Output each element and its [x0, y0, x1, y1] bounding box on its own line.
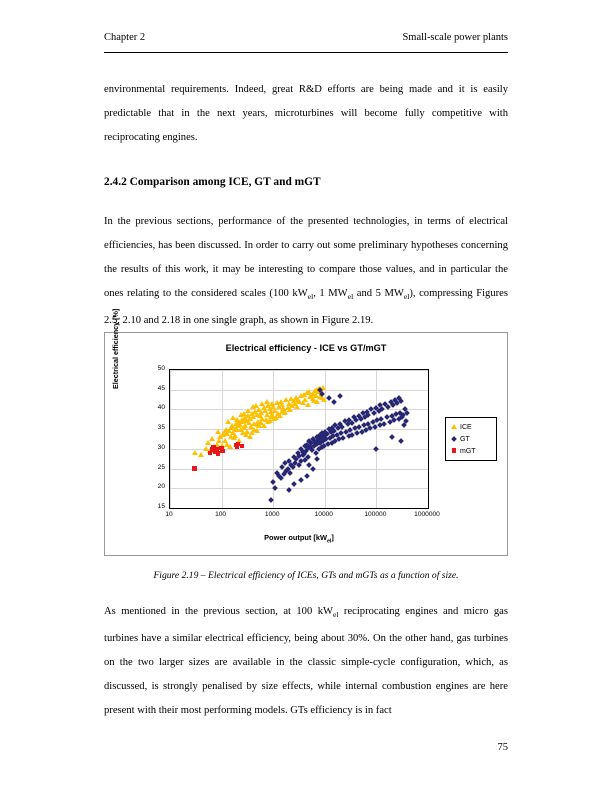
page-content — [104, 78, 508, 333]
chart-gridline-horizontal — [170, 409, 428, 410]
chart-container — [104, 308, 508, 556]
chart-x-tick-label: 10 — [165, 511, 173, 518]
header-divider — [104, 52, 508, 53]
paragraph-discussion-part2: reciprocating engines and micro gas turbines have a similar electrical efficiency, being about 30%. On the other hand, gas turbines on the two larger sizes are available in the classic simple-cycle configuration, which, as discussed, is strongly penalised by size effects, while internal combustion engines are here present with their most performing models. GTs efficiency is in fact — [104, 606, 508, 717]
figure-2-19 — [104, 308, 508, 581]
chart-x-tick-label: 1000 — [264, 511, 280, 518]
chart-x-axis-label-end: ] — [331, 533, 334, 542]
legend-label: ICE — [460, 423, 472, 431]
chart-gridline-vertical — [376, 370, 377, 508]
legend-label: GT — [460, 435, 470, 443]
chart-point-gt — [331, 399, 337, 405]
chart-point-gt — [305, 454, 311, 460]
chart-y-tick-label: 50 — [157, 365, 165, 372]
chart-gridline-horizontal — [170, 370, 428, 371]
chart-x-axis-label-text: Power output [kW — [264, 533, 327, 542]
section-heading: 2.4.2 Comparison among ICE, GT and mGT — [104, 176, 321, 188]
chart-legend — [445, 417, 497, 461]
chart-point-ice — [209, 436, 215, 441]
chart-point-ice — [253, 403, 259, 408]
chart-point-gt — [398, 398, 404, 404]
chart-point-gt — [389, 434, 395, 440]
chart-gridline-horizontal — [170, 488, 428, 489]
chart-plot-area — [169, 369, 429, 509]
paragraph-comparison-part3: and 5 MW — [353, 288, 404, 299]
chart-point-ice — [314, 399, 320, 404]
chart-x-axis-label-sub: el — [326, 538, 332, 545]
page-header — [104, 32, 508, 43]
chart-point-gt — [311, 466, 317, 472]
header-title-label: Small-scale power plants — [402, 32, 508, 43]
subscript-el-1: el — [307, 292, 314, 302]
chart-gridline-horizontal — [170, 429, 428, 430]
chart-legend-item — [448, 445, 494, 457]
chart-point-gt — [291, 481, 297, 487]
chart-point-ice — [305, 402, 311, 407]
chart-legend-item — [448, 433, 494, 445]
chart-y-tick-label: 40 — [157, 404, 165, 412]
chart-y-tick-label: 30 — [157, 443, 165, 451]
chart-x-tick-label: 10000 — [314, 511, 333, 518]
chart-point-mgt — [214, 447, 218, 451]
chart-point-ice — [192, 450, 198, 455]
paragraph-comparison — [104, 210, 508, 333]
chart-y-tick-label: 35 — [157, 424, 165, 432]
chart-point-gt — [374, 446, 380, 452]
chart-y-tick-label: 15 — [157, 503, 165, 510]
chart-point-ice — [227, 444, 233, 449]
chart-point-ice — [232, 433, 238, 438]
figure-caption: Figure 2.19 – Electrical efficiency of ICEs, GTs and mGTs as a function of size. — [153, 570, 459, 581]
chart-x-tick-label: 100 — [215, 511, 227, 518]
subscript-el-2: el — [347, 292, 354, 302]
subscript-el-3: el — [403, 292, 410, 302]
chart-point-gt — [398, 438, 404, 444]
chart-point-ice — [264, 399, 270, 404]
header-chapter-label: Chapter 2 — [104, 32, 146, 43]
paragraph-comparison-part4: ), compressing Figures 2.5, 2.10 and 2.18 in one single graph, as shown in Figure 2.19. — [104, 288, 508, 327]
chart-x-tick-label: 1000000 — [414, 511, 440, 518]
chart-point-ice — [198, 452, 204, 457]
subscript-el-4: el — [333, 610, 339, 620]
chart-point-gt — [287, 470, 293, 476]
chart-point-mgt — [192, 466, 196, 470]
chart-point-gt — [337, 393, 343, 399]
paragraph-comparison-part2: , 1 MW — [313, 288, 348, 299]
legend-label: mGT — [460, 447, 476, 455]
chart-y-tick-label: 20 — [157, 483, 165, 491]
chart-point-gt — [326, 395, 332, 401]
paragraph-intro: environmental requirements. Indeed, great R&D efforts are being made and it is easily predictable that in the next years, microturbines will become fully competitive with reciprocating engines. — [104, 84, 508, 143]
chart-gridline-horizontal — [170, 469, 428, 470]
chart-gridline-horizontal — [170, 508, 428, 509]
chart-point-gt — [304, 474, 310, 480]
legend-marker-icon — [452, 448, 456, 452]
chart-y-axis-label: Electrical efficiency [%] — [111, 308, 120, 389]
chart-point-ice — [254, 428, 260, 433]
chart-y-tick-label: 25 — [157, 463, 165, 471]
legend-marker — [448, 448, 460, 455]
legend-marker — [448, 424, 460, 431]
chart-point-gt — [314, 456, 320, 462]
chart-legend-item — [448, 421, 494, 433]
chart-gridline-vertical — [170, 370, 171, 508]
chart-point-mgt — [240, 444, 244, 448]
legend-marker-icon — [451, 424, 457, 429]
chart-gridline-horizontal — [170, 390, 428, 391]
paragraph-comparison-part1: In the previous sections, performance of the presented technologies, in terms of electrical efficiencies, has been discussed. In order to carry out some preliminary hypotheses concerning the results of this work, it may be interesting to compare those values, and in particular the ones relating to the considered scales (100 kW — [104, 216, 508, 299]
chart-title: Electrical efficiency - ICE vs GT/mGT — [225, 343, 387, 353]
chart-point-mgt — [220, 449, 224, 453]
chart-y-tick-label: 45 — [157, 384, 165, 392]
paragraph-discussion-part1: As mentioned in the previous section, at 100 kW — [104, 606, 333, 617]
paragraph-discussion — [104, 600, 508, 723]
chart-x-tick-label: 100000 — [364, 511, 387, 518]
chart-point-ice — [215, 429, 221, 434]
legend-marker-icon — [451, 436, 457, 442]
chart-gridline-vertical — [428, 370, 429, 508]
chart-point-gt — [298, 478, 304, 484]
chart-point-mgt — [216, 451, 220, 455]
chart-point-ice — [234, 417, 240, 422]
page-number: 75 — [497, 742, 508, 753]
legend-marker — [448, 436, 460, 443]
chart-point-gt — [286, 487, 292, 493]
page-content-after-figure — [104, 600, 508, 723]
chart-x-axis-label — [169, 533, 429, 544]
